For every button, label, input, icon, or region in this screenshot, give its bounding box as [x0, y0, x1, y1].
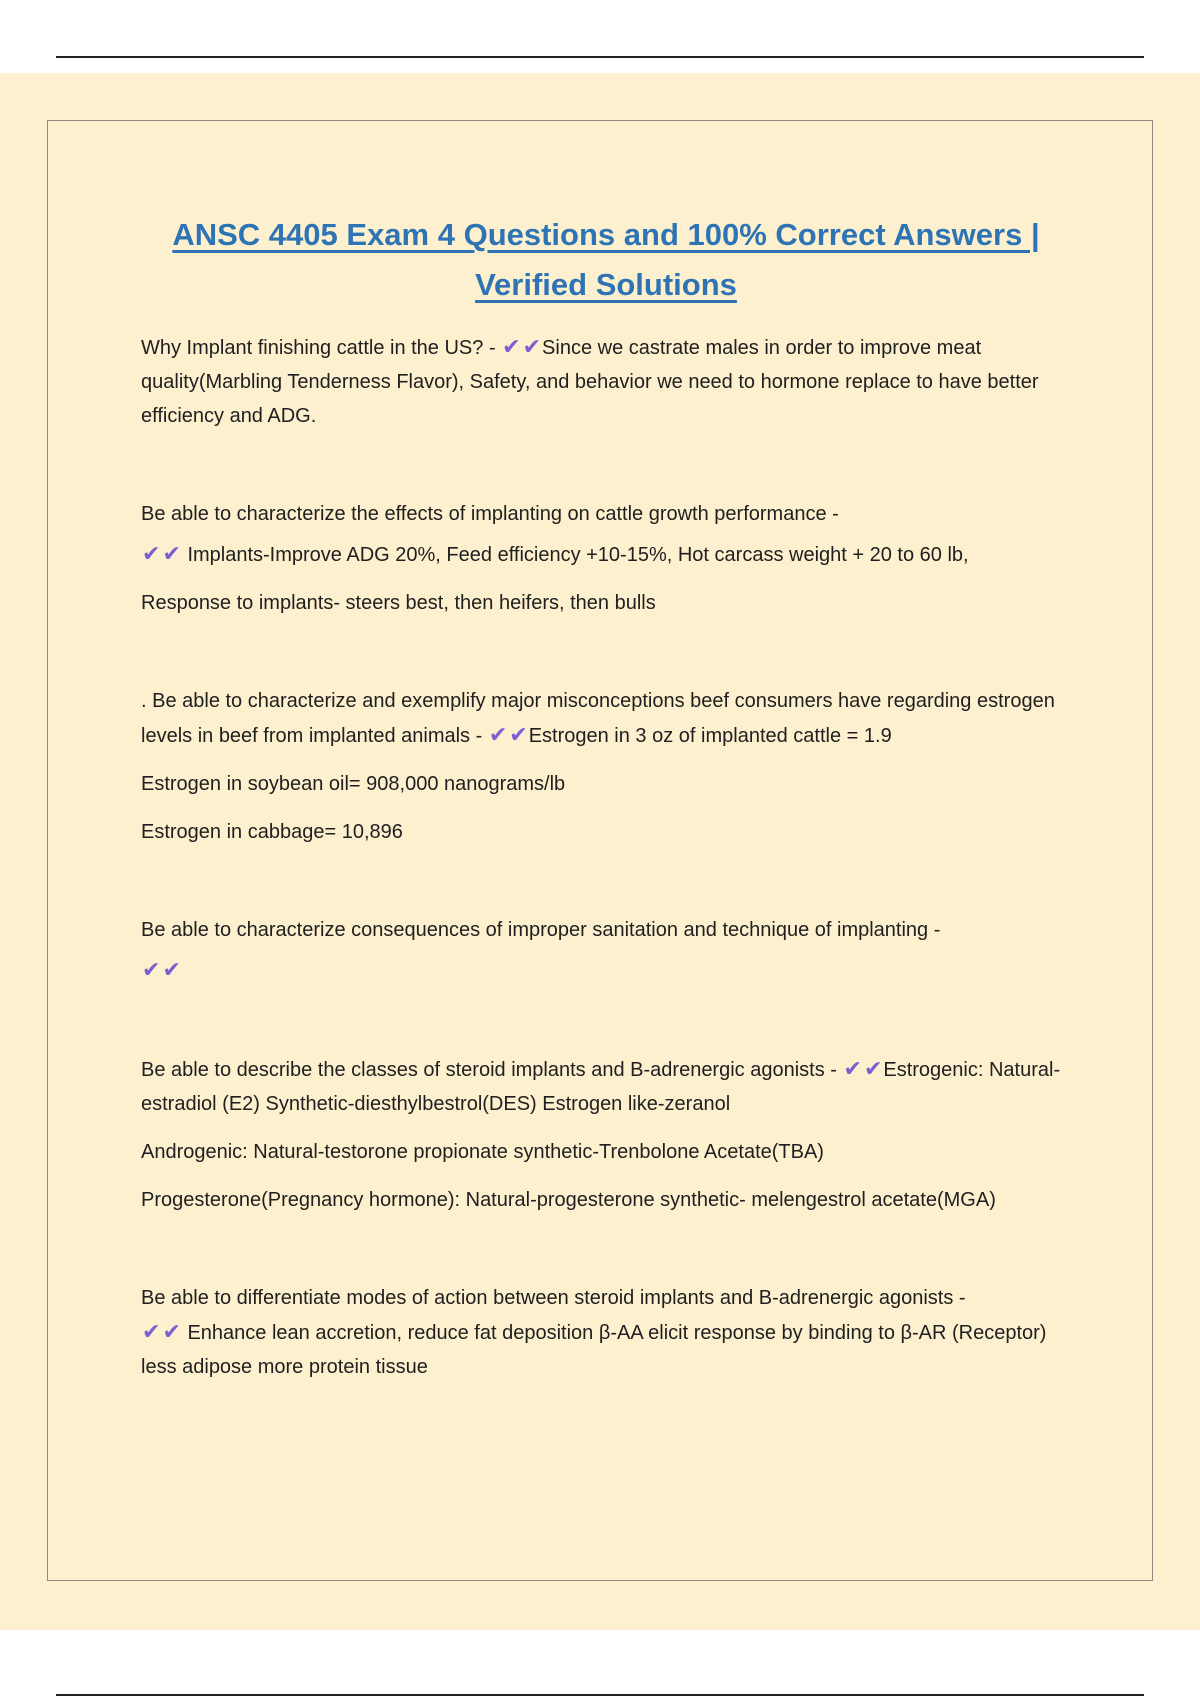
check-icon: ✔ — [509, 722, 528, 747]
question-text: Be able to describe the classes of steroid implants and B-adrenergic agonists - — [141, 1059, 837, 1081]
qa-item-4 — [141, 913, 1071, 988]
answer-text: Estrogenic: Natural-estradiol (E2) Synthetic-diesthylbestrol(DES) Estrogen like-zeranol — [141, 1059, 1061, 1115]
qa-item-5 — [141, 1052, 1071, 1217]
check-icon: ✔ — [522, 334, 542, 359]
document-title — [141, 210, 1071, 310]
qa-item-6 — [141, 1281, 1071, 1384]
answer-line — [141, 537, 1071, 572]
answer-text: Enhance lean accretion, reduce fat deposition β-AA elicit response by binding to β-AR (Receptor) less adipose more protein tissue — [141, 1322, 1047, 1378]
check-icon: ✔ — [162, 541, 181, 566]
title-line-1: ANSC 4405 Exam 4 Questions and 100% Correct Answers | — [172, 217, 1040, 252]
answer-text: Implants-Improve ADG 20%, Feed efficiency +10-15%, Hot carcass weight + 20 to 60 lb, — [187, 544, 969, 566]
check-icon: ✔ — [142, 957, 161, 982]
document-content — [141, 210, 1071, 1384]
check-icon: ✔ — [162, 957, 181, 982]
answer-line — [141, 1315, 1071, 1384]
check-icon: ✔ — [142, 1319, 161, 1344]
check-icon: ✔ — [502, 334, 521, 359]
check-icon: ✔ — [162, 1319, 181, 1344]
qa-item-1 — [141, 330, 1071, 433]
answer-extra: Androgenic: Natural-testorone propionate synthetic-Trenbolone Acetate(TBA) — [141, 1141, 824, 1163]
footer-rule — [56, 1694, 1144, 1696]
question-text: . Be able to characterize and exemplify major misconceptions beef consumers have regarding estrogen levels in beef from implanted animals - — [141, 690, 1055, 747]
check-icon: ✔ — [142, 541, 161, 566]
question-text: Be able to differentiate modes of action between steroid implants and B-adrenergic agonists - — [141, 1287, 966, 1309]
question-text: Be able to characterize consequences of improper sanitation and technique of implanting - — [141, 919, 941, 941]
qa-item-3 — [141, 684, 1071, 849]
qa-text — [141, 684, 1071, 753]
check-icon: ✔ — [488, 722, 508, 747]
qa-text — [141, 330, 1071, 433]
answer-text: Estrogen in 3 oz of implanted cattle = 1.9 — [528, 725, 892, 747]
title-line-2: Verified Solutions — [475, 267, 737, 302]
header-rule — [56, 56, 1144, 58]
qa-text — [141, 1052, 1071, 1121]
answer-extra: Progesterone(Pregnancy hormone): Natural-progesterone synthetic- melengestrol acetate(MGA) — [141, 1189, 996, 1211]
answer-text: Since we castrate males in order to improve meat quality(Marbling Tenderness Flavor), Safety, and behavior we need to hormone replace to have better efficiency and ADG. — [141, 337, 1039, 427]
answer-extra: Estrogen in cabbage= 10,896 — [141, 821, 403, 843]
answer-extra: Estrogen in soybean oil= 908,000 nanograms/lb — [141, 773, 566, 795]
question-text: Why Implant finishing cattle in the US? - — [141, 337, 496, 359]
qa-item-2 — [141, 497, 1071, 620]
check-icon: ✔ — [863, 1056, 883, 1081]
question-text: Be able to characterize the effects of implanting on cattle growth performance - — [141, 503, 839, 525]
answer-line — [141, 953, 1071, 988]
check-icon: ✔ — [843, 1056, 862, 1081]
answer-extra: Response to implants- steers best, then heifers, then bulls — [141, 592, 656, 614]
